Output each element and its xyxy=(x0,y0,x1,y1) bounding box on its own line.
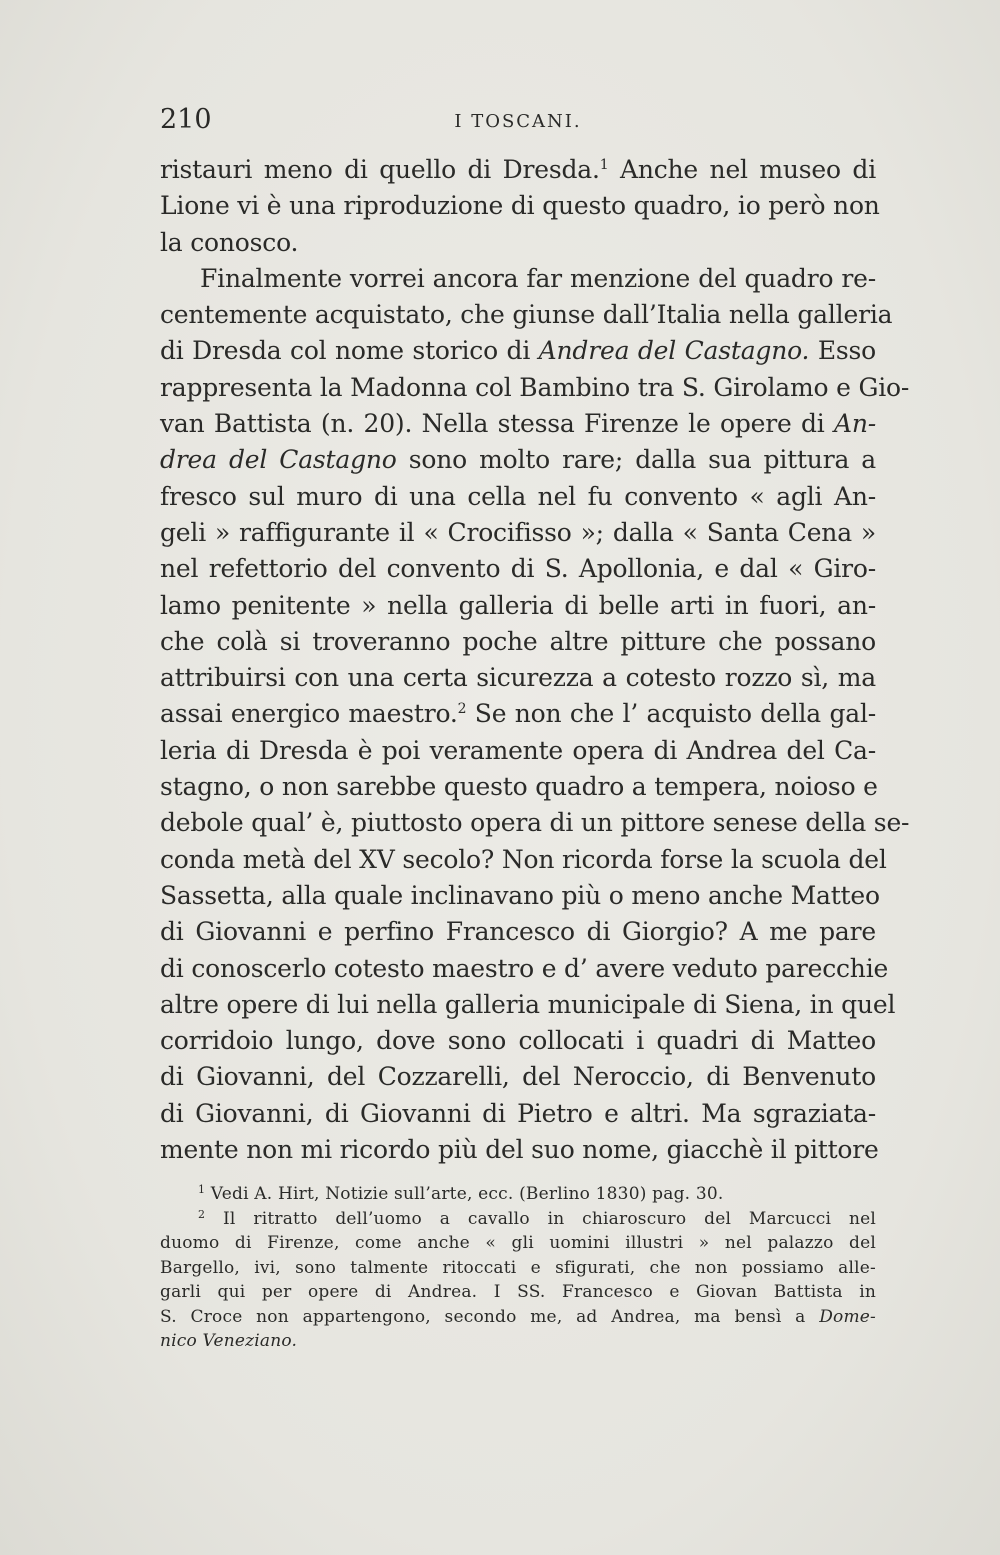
text-line: Sassetta, alla quale inclinavano più o meno anche Matteo xyxy=(160,880,880,910)
text-line: nel refettorio del convento di S. Apollonia, e dal « Giro- xyxy=(160,554,876,584)
text-line: centemente acquistato, che giunse dall’Italia nella galleria xyxy=(160,300,893,330)
footnote-ref-1: 1 xyxy=(599,157,609,173)
text-line: la conosco. xyxy=(160,227,299,257)
paragraph-start-line: Finalmente vorrei ancora far menzione del quadro re- xyxy=(200,263,876,293)
text-line: van Battista (n. 20). Nella stessa Firenze le opere di An- xyxy=(160,409,876,439)
text-line: di conoscerlo cotesto maestro e d’ avere veduto parecchie xyxy=(160,953,889,983)
text-line: di Dresda col nome storico di Andrea del Castagno. Esso xyxy=(160,336,876,366)
text-line: leria di Dresda è poi veramente opera di Andrea del Ca- xyxy=(160,735,876,765)
italic-name: An- xyxy=(833,409,876,439)
footnote-line: Bargello, ivi, sono talmente ritoccati e sfigurati, che non possiamo alle- xyxy=(160,1257,876,1278)
running-head xyxy=(160,104,876,144)
text-line: di Giovanni, del Cozzarelli, del Neroccio, di Benvenuto xyxy=(160,1062,876,1092)
text-line: fresco sul muro di una cella nel fu convento « agli An- xyxy=(160,481,876,511)
text-line: conda metà del XV secolo? Non ricorda forse la scuola del xyxy=(160,844,887,874)
footnote-ref-2: 2 xyxy=(457,701,467,718)
footnote-line xyxy=(160,1329,876,1354)
footnote-line: S. Croce non appartengono, secondo me, ad Andrea, ma bensì a Dome- xyxy=(160,1306,876,1327)
text-line: Lione vi è una riproduzione di questo quadro, io però non xyxy=(160,191,880,221)
text-line: attribuirsi con una certa sicurezza a cotesto rozzo sì, ma xyxy=(160,663,876,693)
text-line: ristauri meno di quello di Dresda.$^1$ Anche nel museo di xyxy=(160,155,876,184)
footnote-line: garli qui per opere di Andrea. I SS. Francesco e Giovan Battista in xyxy=(160,1282,876,1302)
text-line: assai energico maestro.$^2$ Se non che l’ acquisto della gal- xyxy=(160,699,876,729)
text-line: debole qual’ è, piuttosto opera di un pittore senese della se- xyxy=(160,808,910,838)
text-line: corridoio lungo, dove sono collocati i quadri di Matteo xyxy=(160,1026,876,1056)
italic-name: nico Veneziano. xyxy=(160,1331,298,1351)
page-number: 210 xyxy=(160,104,212,135)
italic-name: Andrea del Castagno. xyxy=(538,336,810,366)
italic-name: Dome- xyxy=(819,1306,876,1327)
text-line: stagno, o non sarebbe questo quadro a tempera, noioso e xyxy=(160,772,878,802)
text-line: lamo penitente » nella galleria di belle arti in fuori, an- xyxy=(160,590,876,620)
footnote-marker-2: 2 xyxy=(198,1207,206,1221)
running-title: I TOSCANI. xyxy=(454,111,582,132)
body-text xyxy=(160,152,910,1168)
text-line: di Giovanni e perfino Francesco di Giorgio? A me pare xyxy=(160,917,876,947)
text-line: di Giovanni, di Giovanni di Pietro e altri. Ma sgraziata- xyxy=(160,1098,876,1128)
footnote-2: $^2$ Il ritratto dell’uomo a cavallo in chiaroscuro del Marcucci nel xyxy=(198,1207,876,1229)
footnote-1: $^1$ Vedi A. Hirt, Notizie sull’arte, ecc. (Berlino 1830) pag. 30. xyxy=(198,1183,724,1204)
footnotes xyxy=(160,1182,876,1354)
text-line: mente non mi ricordo più del suo nome, giacchè il pittore xyxy=(160,1135,879,1165)
italic-name: drea del Castagno xyxy=(160,445,397,475)
footnote-marker-1: 1 xyxy=(198,1183,206,1196)
footnote-line: duomo di Firenze, come anche « gli uomini illustri » nel palazzo del xyxy=(160,1233,876,1253)
text-line: geli » raffigurante il « Crocifisso »; dalla « Santa Cena » xyxy=(160,517,876,547)
text-line: altre opere di lui nella galleria municipale di Siena, in quel xyxy=(160,989,896,1019)
text-line: che colà si troveranno poche altre pitture che possano xyxy=(160,626,876,656)
text-line: drea del Castagno sono molto rare; dalla sua pittura a xyxy=(160,445,876,475)
text-line: rappresenta la Madonna col Bambino tra S. Girolamo e Gio- xyxy=(160,372,910,402)
